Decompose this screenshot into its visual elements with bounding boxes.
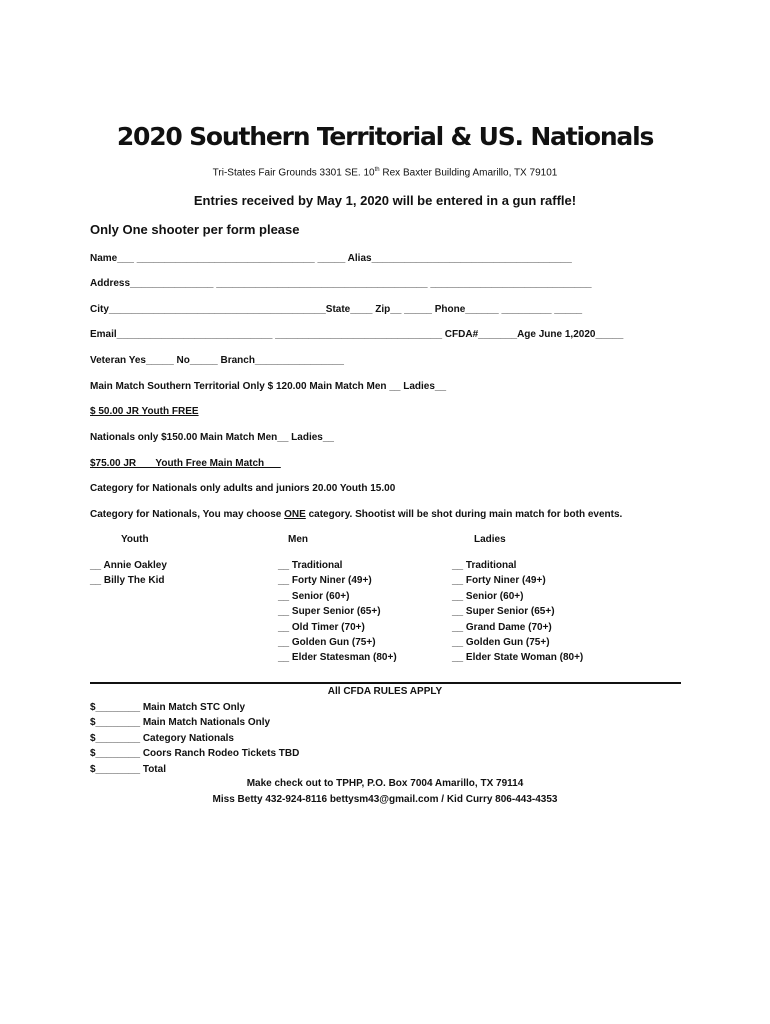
youth-category-item[interactable]: __ Annie Oakley [90,560,167,571]
ladies-category-item[interactable]: __ Senior (60+) [452,590,524,602]
venue-address-part1: Tri-States Fair Grounds 3301 SE. 10 [212,167,375,179]
one-shooter-notice: Only One shooter per form please [90,222,300,237]
category-note-part2: category. Shootist will be shot during main match for both events. [305,509,623,520]
section-divider [90,682,681,684]
raffle-notice: Entries received by May 1, 2020 will be entered in a gun raffle! [193,193,577,208]
ladies-category-item[interactable]: __ Elder State Woman (80+) [452,652,584,664]
venue-address-part2: Rex Baxter Building Amarillo, TX 79101 [379,167,558,179]
ladies-category-list [452,558,583,666]
stc-main-fee: Main Match Southern Territorial Only $ 120.00 Main Match Men __ Ladies__ [90,381,447,392]
nationals-junior-fee: $75.00 JR Youth Free Main Match [90,458,281,469]
men-category-item[interactable]: __ Traditional [278,560,343,571]
venue-address [0,167,770,178]
ladies-category-item[interactable]: __ Traditional [452,560,517,571]
total-line[interactable]: $________ Category Nationals [90,732,234,744]
total-line[interactable]: $________ Total [90,763,166,775]
address-field[interactable]: Address_______________ ______________________________________ _____________________________ [90,278,592,289]
city-state-zip-phone-field[interactable]: City_______________________________________State____ Zip__ _____ Phone______ _________ _____ [90,304,583,315]
ladies-category-item[interactable]: __ Forty Niner (49+) [452,575,546,587]
men-heading: Men [288,534,308,545]
ladies-category-item[interactable]: __ Golden Gun (75+) [452,637,550,649]
men-category-item[interactable]: __ Elder Statesman (80+) [278,652,397,664]
nationals-main-fee: Nationals only $150.00 Main Match Men__ Ladies__ [90,432,334,443]
total-line[interactable]: $________ Coors Ranch Rodeo Tickets TBD [90,748,300,760]
payable-instructions: Make check out to TPHP, P.O. Box 7004 Amarillo, TX 79114 [246,778,524,789]
veteran-field[interactable]: Veteran Yes_____ No_____ Branch________________ [90,355,344,366]
form-title: 2020 Southern Territorial & US. Nationals [116,122,654,151]
rules-notice: All CFDA RULES APPLY [327,686,443,697]
email-cfda-age-field[interactable]: Email____________________________ ______________________________ CFDA#_______Age June 1,2020_____ [90,329,624,340]
men-category-list [278,558,397,666]
men-category-item[interactable]: __ Super Senior (65+) [278,606,381,618]
ladies-category-item[interactable]: __ Super Senior (65+) [452,606,555,618]
contact-info: Miss Betty 432-924-8116 bettysm43@gmail.com / Kid Curry 806-443-4353 [212,794,558,805]
men-category-item[interactable]: __ Senior (60+) [278,590,350,602]
category-note-part1: Category for Nationals, You may choose [90,509,285,520]
category-note-one: ONE [284,509,306,520]
ladies-category-item[interactable]: __ Grand Dame (70+) [452,621,552,633]
stc-junior-fee: $ 50.00 JR Youth FREE [90,406,199,417]
men-category-item[interactable]: __ Forty Niner (49+) [278,575,372,587]
youth-category-item[interactable]: __ Billy The Kid [90,575,165,587]
total-line[interactable]: $________ Main Match Nationals Only [90,717,271,729]
venue-address-suffix: th [374,167,380,173]
youth-heading: Youth [121,534,149,545]
name-alias-field[interactable]: Name___ ________________________________ _____ Alias____________________________________ [90,253,572,264]
payment-totals [90,700,299,777]
category-price: Category for Nationals only adults and juniors 20.00 Youth 15.00 [90,483,396,494]
total-line[interactable]: $________ Main Match STC Only [90,702,246,713]
ladies-heading: Ladies [474,534,506,545]
category-note [90,509,622,520]
men-category-item[interactable]: __ Golden Gun (75+) [278,637,376,649]
youth-category-list [90,558,167,589]
men-category-item[interactable]: __ Old Timer (70+) [278,621,365,633]
